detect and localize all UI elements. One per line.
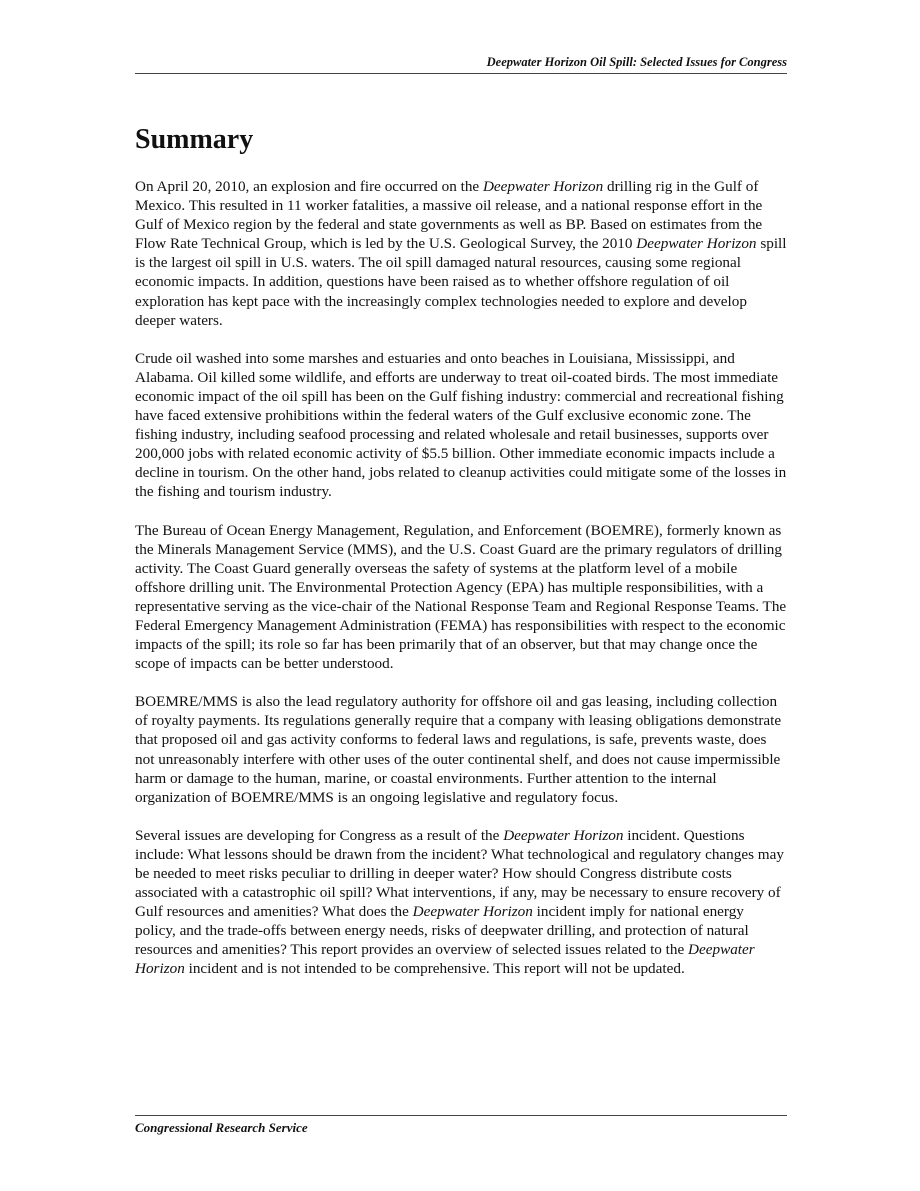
paragraph-3: The Bureau of Ocean Energy Management, Regulation, and Enforcement (BOEMRE), formerly known as the Minerals Management Service (MMS), and the U.S. Coast Guard are the primary regulators of drilling activity. The Coast Guard generally overseas the safety of systems at the platform level of a mobile offshore drilling unit. The Environmental Protection Agency (EPA) has multiple responsibilities, with a representative serving as the vice-chair of the National Response Team and Regional Response Teams. The Federal Emergency Management Administration (FEMA) has responsibilities with respect to the economic impacts of the spill; its role so far has been primarily that of an observer, but that may change once the scope of impacts can be better understood. — [135, 521, 787, 673]
summary-body — [135, 177, 787, 998]
vessel-name: Deepwater Horizon — [482, 178, 604, 195]
paragraph-5-text: incident imply for national energy policy, and the trade-offs between energy needs, risks of deepwater drilling, and protection of natural resources and amenities? This report provides an overview of selected issues related to the — [135, 903, 749, 959]
paragraph-5-text: Several issues are developing for Congress as a result of the — [135, 826, 504, 844]
paragraph-2: Crude oil washed into some marshes and estuaries and onto beaches in Louisiana, Mississippi, and Alabama. Oil killed some wildlife, and efforts are underway to treat oil-coated birds. The most immediate economic impact of the oil spill has been on the Gulf fishing industry: commercial and recreational fishing have faced extensive prohibitions within the federal waters of the Gulf exclusive economic zone. The fishing industry, including seafood processing and related wholesale and retail businesses, supports over 200,000 jobs with related economic activity of $5.5 billion. Other immediate economic impacts include a decline in tourism. On the other hand, jobs related to cleanup activities could mitigate some of the losses in the fishing and tourism industry. — [135, 349, 787, 501]
vessel-name: Deepwater Horizon — [636, 235, 757, 253]
footer-divider — [135, 1115, 787, 1116]
running-header: Deepwater Horizon Oil Spill: Selected Issues for Congress — [486, 55, 787, 69]
section-title: Summary — [135, 124, 254, 155]
vessel-name: Deepwater Horizon — [503, 826, 624, 844]
paragraph-1-text: spill is the largest oil spill in U.S. waters. The oil spill damaged natural resources, causing some regional economic impacts. In addition, questions have been raised as to whether offshore regulation of oil exploration has kept pace with the increasingly complex technologies needed to explore and develop deeper waters. — [135, 235, 787, 329]
paragraph-5-text: incident. Questions include: What lessons should be drawn from the incident? What technological and regulatory changes may be needed to meet risks peculiar to drilling in deeper water? How should Congress distribute costs associated with a catastrophic oil spill? What interventions, if any, may be necessary to ensure recovery of Gulf resources and amenities? What does the — [135, 826, 784, 921]
vessel-name: Deepwater Horizon — [412, 903, 533, 921]
running-footer: Congressional Research Service — [135, 1120, 308, 1135]
header-divider — [135, 73, 787, 74]
paragraph-1-text: drilling rig in the Gulf of Mexico. This resulted in 11 worker fatalities, a massive oil release, and a national response effort in the Gulf of Mexico region by the federal and state governments as well as BP. Based on estimates from the Flow Rate Technical Group, which is led by the U.S. Geological Survey, the 2010 — [135, 178, 763, 253]
vessel-name: Deepwater Horizon — [135, 941, 755, 978]
paragraph-5-text: incident and is not intended to be comprehensive. This report will not be updated. — [184, 960, 685, 978]
paragraph-1 — [135, 177, 787, 330]
paragraph-1-text: On April 20, 2010, an explosion and fire occurred on the — [135, 178, 483, 195]
paragraph-5 — [135, 826, 787, 979]
paragraph-4: BOEMRE/MMS is also the lead regulatory authority for offshore oil and gas leasing, including collection of royalty payments. Its regulations generally require that a company with leasing obligations demonstrate that proposed oil and gas activity conforms to federal laws and regulations, is safe, prevents waste, does not unreasonably interfere with other uses of the outer continental shelf, and does not cause impermissible harm or damage to the human, marine, or coastal environments. Further attention to the internal organization of BOEMRE/MMS is an ongoing legislative and regulatory focus. — [135, 693, 782, 806]
